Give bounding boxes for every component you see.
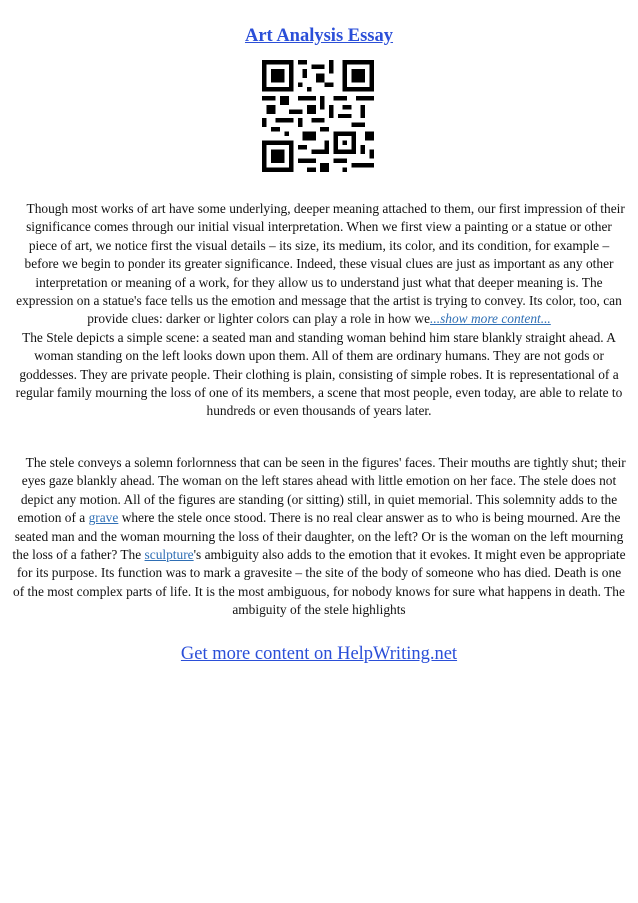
paragraph-solemnity-text-b: where the stele once stood. There is no real clear answer as to who is being mourned. Are the seated man and the woman mourning the loss of their daughter, on the left? Or is the woman on the left mourning the loss of a father? The [12,510,624,563]
paragraph-stele-scene: The Stele depicts a simple scene: a seated man and standing woman behind him stare blankly straight ahead. A woman standing on the left looks down upon them. All of them are ordinary humans. They are not gods or goddesses. They are private people. Their clothing is plain, consisting of simple robes. It is representational of a regular family mourning the loss of one of its members, a scene that most people, even today, are able to relate to hundreds or even thousands of years later. [15,329,623,419]
grave-link[interactable]: grave [88,510,119,526]
qr-code-icon [262,60,374,172]
paragraph-solemnity-text-c: 's ambiguity also adds to the emotion that it evokes. It might even be appropriate for its purpose. Its function was to mark a gravesite – the site of the body of someone who has died. Death is one of the most complex parts of life. It is the most ambiguous, for nobody knows for sure what happens in death. The ambiguity of the stele highlights [13,547,626,618]
essay-body-intro [12,200,626,421]
document-title[interactable]: Art Analysis Essay [244,26,394,46]
paragraph-intro-text: Though most works of art have some underlying, deeper meaning attached to them, our first impression of their significance comes through our initial visual interpretation. When we first view a painting or a statue or other piece of art, we notice first the visual details – its size, its medium, its color, and its condition, for example – before we begin to ponder its greater significance. Indeed, these visual clues are just as important as any other interpretation or meaning of a work, for they allow us to understand just what that deeper meaning is. The expression on a statue's face tells us the emotion and message that the artist is trying to convey. Its color, too, can provide clues: darker or lighter colors can play a role in how we [16,201,625,327]
essay-body-analysis [12,454,626,620]
paragraph-solemnity-text-a: The stele conveys a solemn forlornness that can be seen in the figures' faces. Their mouths are tightly shut; their eyes gaze blankly ahead. The woman on the left stares ahead with little emotion on her face. The stele does not depict any motion. All of the figures are standing (or sitting) still, in quiet memorial. This solemnity adds to the emotion of a [17,455,626,526]
show-more-link[interactable]: ...show more content... [430,311,551,327]
paragraph-intro [12,200,626,329]
paragraph-solemnity [12,454,626,620]
sculpture-link[interactable]: sculpture [144,547,194,563]
helpwriting-link[interactable]: Get more content on HelpWriting.net [180,644,458,664]
